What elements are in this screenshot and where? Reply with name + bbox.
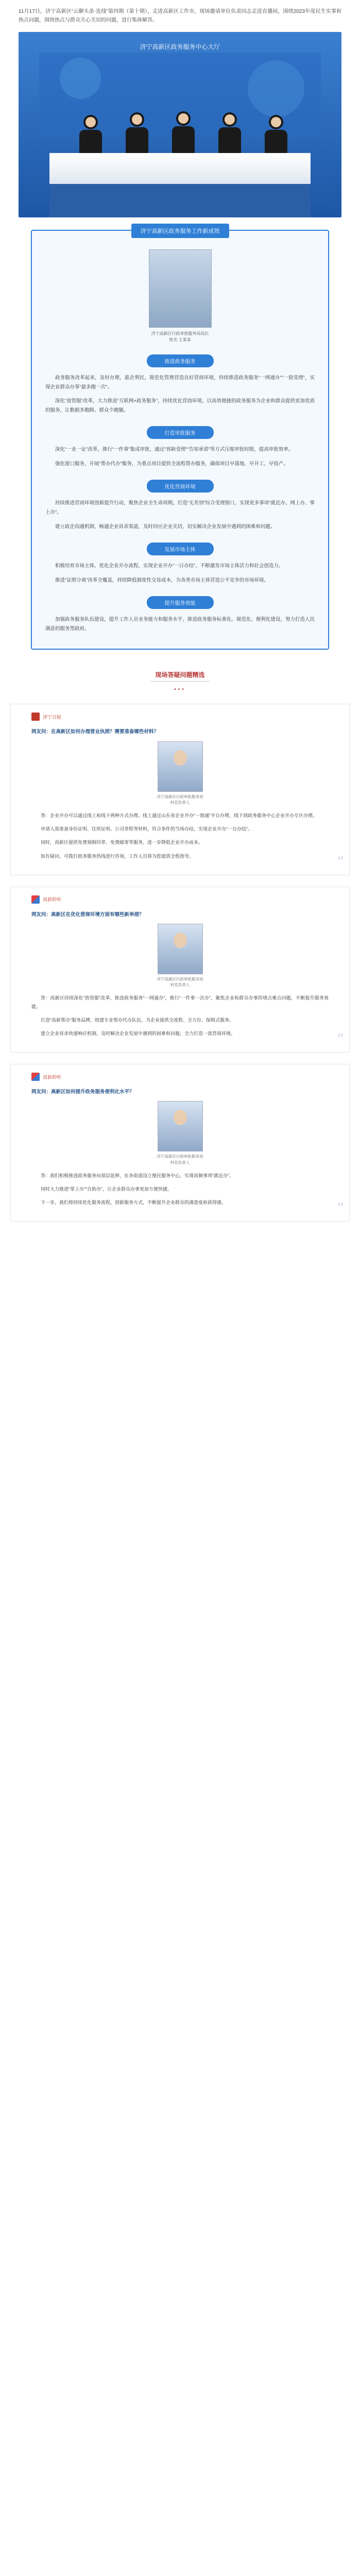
qa-paragraph: 答：企业开办可以通过线上和线下两种方式办理。线上通过山东省企业开办“一窗通”平台办理，线下到政务服务中心企业开办专区办理。 <box>41 813 317 818</box>
quote-mark-icon: ” <box>336 1200 344 1217</box>
qa-guest-caption-2: 科室负责人 <box>170 982 190 988</box>
logo-icon <box>31 895 40 904</box>
qa-guest-caption-1: 济宁高新区行政审批服务局 <box>157 1154 203 1159</box>
qa-question: 网友问：在高新区如何办理营业执照？需要准备哪些材料？ <box>31 729 159 735</box>
qa-card <box>10 704 350 875</box>
qa-badge-label: 高新聆听 <box>43 1074 62 1080</box>
qa-paragraph: 下一步，我们将持续优化服务流程，创新服务方式，不断提升企业群众的满意度和获得感。 <box>41 1200 227 1206</box>
qa-guest-caption-2: 科室负责人 <box>170 1160 190 1165</box>
intro-paragraph: 11月17日，济宁高新区“云聊头条·连线”第四期（第十期），走进高新区工作市，现场邀请单位负责同志走进直播间，围绕2023年度民生实事和热点问题，围绕热点与群众关心关切的问题，进行集体解答。 <box>19 9 341 23</box>
guest-caption-1: 济宁高新区行政审批服务局局长 <box>151 331 209 336</box>
qa-paragraph: 建立企业诉求快速响应机制，及时解决企业发展中遇到的困难和问题，全力打造一流营商环境。 <box>41 1031 236 1036</box>
section-pill: 打造审批服务 <box>147 426 214 439</box>
guest-caption-2: 姓名 王某某 <box>169 337 191 342</box>
qa-guest <box>31 924 329 988</box>
qa-badge-label: 济宁日报 <box>43 714 62 720</box>
qa-paragraph: 答：我们积极推进政务服务向基层延伸，在各街道设立便民服务中心，实现高频事项“就近办”。 <box>41 1173 234 1178</box>
qa-question: 网友问：高新区如何提升政务服务便利化水平？ <box>31 1089 134 1095</box>
qa-paragraph: 同时，高新区提供免费刻制印章、免费邮寄等服务，进一步降低企业开办成本。 <box>41 840 203 845</box>
qa-paragraph: 如有疑问，可拨打政务服务热线进行咨询，工作人员将为您提供全程指导。 <box>41 853 194 859</box>
main-card <box>31 230 329 650</box>
section-header-mark: ••• <box>174 687 186 693</box>
qa-guest-caption-2: 科室负责人 <box>170 800 190 805</box>
qa-paragraph: 同时大力推进“掌上办”“自助办”，让企业群众办事更加方便快捷。 <box>41 1187 172 1192</box>
qa-paragraph: 申请人需准备身份证明、住所证明、公司章程等材料，符合条件的当场办结，实现企业开办“一日办结”。 <box>41 826 252 832</box>
event-photo <box>19 32 341 217</box>
qa-paragraph: 答：高新区持续深化“放管服”改革，推进政务服务“一网通办”，推行“一件事一次办”，聚焦企业和群众办事的堵点难点问题，不断提升服务效能。 <box>31 995 329 1009</box>
qa-guest-photo <box>158 741 203 792</box>
logo-icon <box>31 713 40 721</box>
qa-badge <box>31 1073 61 1081</box>
qa-guest-photo <box>158 1101 203 1151</box>
section-paragraph: 推进“证照分离”改革全覆盖，持续降低制度性交易成本，为各类市场主体营造公平竞争的市场环境。 <box>55 577 269 583</box>
section-paragraph: 深化“一业一证”改革，推行“一件事”集成审批，通过“容缺受理”“告知承诺”等方式压缩审批时限，提高审批效率。 <box>55 447 294 453</box>
main-card-title: 济宁高新区政务服务工作新成效 <box>131 224 229 238</box>
qa-question: 网友问：高新区在优化营商环境方面有哪些新举措？ <box>31 911 144 918</box>
section-paragraph: 积极培育市场主体，优化企业开办流程，实现企业开办“一日办结”，不断激发市场主体活力和社会创造力。 <box>55 563 284 569</box>
section-paragraph: 深化“放管服”改革，大力推进“互联网+政务服务”，持续优化营商环境，以高效便捷的政务服务为企业和群众提供更加优质的服务，让数据多跑路、群众少跑腿。 <box>45 398 315 413</box>
qa-card <box>10 1064 350 1222</box>
section-header <box>0 668 360 692</box>
section-paragraph: 持续推进营商环境创新提升行动，聚焦企业全生命周期，打造“无差别”综合受理窗口，实现更多事项“就近办、网上办、掌上办”。 <box>45 500 315 515</box>
qa-badge <box>31 895 61 904</box>
section-pill: 推进政务服务 <box>147 354 214 367</box>
section-pill: 优化营商环境 <box>147 480 214 493</box>
qa-guest-caption-1: 济宁高新区行政审批服务局 <box>157 976 203 981</box>
guest-block <box>45 249 315 343</box>
qa-badge <box>31 713 61 721</box>
quote-mark-icon: ” <box>336 853 344 871</box>
section-paragraph: 加强政务服务队伍建设，提升工作人员业务能力和服务水平，推进政务服务标准化、规范化、便利化建设，努力打造人民满意的服务型政府。 <box>45 617 315 632</box>
logo-icon <box>31 1073 40 1081</box>
qa-guest <box>31 1101 329 1165</box>
qa-card <box>10 887 350 1053</box>
qa-guest-photo <box>158 924 203 974</box>
banner-title: 济宁高新区政务服务中心大厅 <box>140 43 220 50</box>
section-header-title: 现场答疑问题精选 <box>150 668 210 682</box>
guest-photo <box>149 249 212 328</box>
section-pill: 提升服务效能 <box>147 596 214 609</box>
section-paragraph: 建立政企沟通机制，畅通企业诉求渠道，及时回应企业关切，切实解决企业发展中遇到的困难和问题。 <box>55 523 276 530</box>
qa-guest <box>31 741 329 806</box>
section-paragraph: 政务服务改革起来，及时办理，惠企利民，规范化管理营造良好营商环境，持续推进政务服务“一网通办”“一窗受理”，实现企业群众办事“最多跑一次”。 <box>45 375 315 390</box>
section-pill: 发展市场主体 <box>147 543 214 555</box>
section-paragraph: 强化窗口服务，开展“帮办代办”服务，为重点项目提供全流程帮办服务，确保项目早落地、早开工、早投产。 <box>55 461 288 467</box>
quote-mark-icon: ” <box>336 1031 344 1048</box>
qa-guest-caption-1: 济宁高新区行政审批服务局 <box>157 794 203 799</box>
qa-badge-label: 高新聆听 <box>43 897 62 903</box>
qa-paragraph: 打造“高新帮办”服务品牌，组建专业帮办代办队伍，为企业提供全流程、全方位、保姆式服务。 <box>41 1017 234 1023</box>
